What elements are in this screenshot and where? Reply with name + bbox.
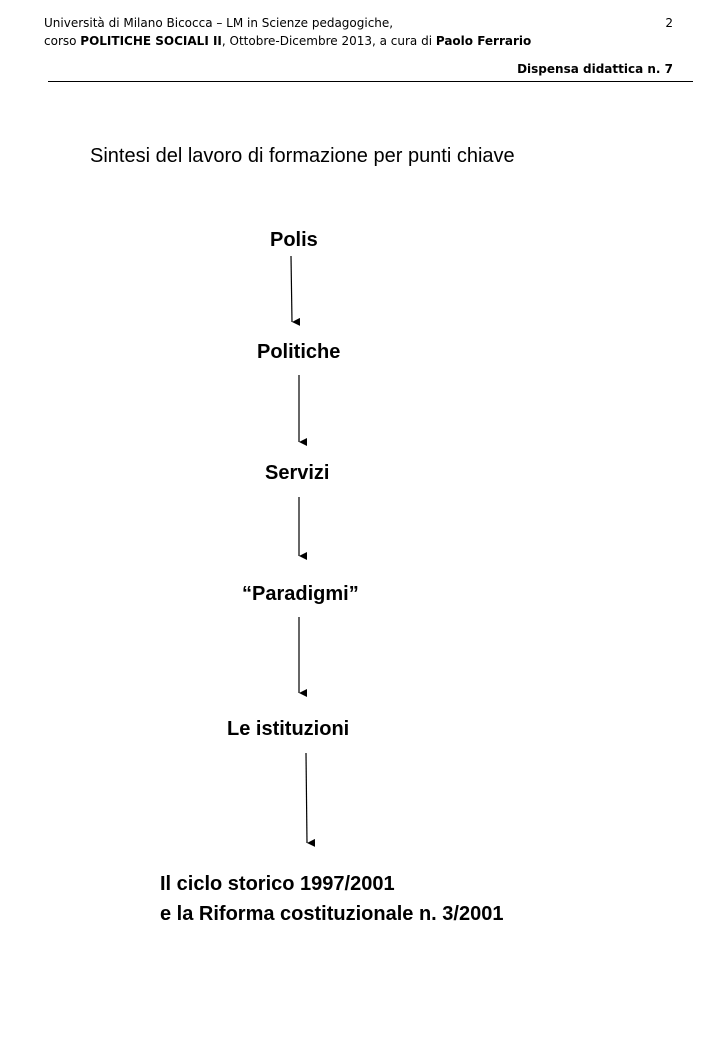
- header-course-name: POLITICHE SOCIALI II: [80, 34, 222, 48]
- flow-node-paradigmi: “Paradigmi”: [242, 583, 359, 605]
- header-course-middle: , Ottobre-Dicembre 2013, a cura di: [221, 34, 436, 48]
- flow-node-politiche: Politiche: [257, 341, 341, 363]
- dispensa-label: Dispensa didattica n. 7: [517, 62, 673, 76]
- header-line-1: Università di Milano Bicocca – LM in Scienze pedagogiche,: [44, 16, 394, 30]
- flow-node-servizi: Servizi: [265, 462, 330, 484]
- header-author: Paolo Ferrario: [435, 34, 532, 48]
- page-title: Sintesi del lavoro di formazione per punti chiave: [90, 145, 515, 167]
- flow-node-istituzioni: Le istituzioni: [227, 718, 350, 740]
- arrow-polis-to-politiche: [291, 256, 292, 322]
- header-course-prefix: corso: [44, 34, 81, 48]
- flow-node-ciclo-line-2: e la Riforma costituzionale n. 3/2001: [160, 903, 504, 925]
- flow-node-ciclo-line-1: Il ciclo storico 1997/2001: [160, 873, 395, 895]
- page-number: 2: [665, 16, 673, 30]
- flow-node-polis: Polis: [270, 229, 318, 251]
- arrow-istituzioni-to-ciclo: [306, 753, 307, 843]
